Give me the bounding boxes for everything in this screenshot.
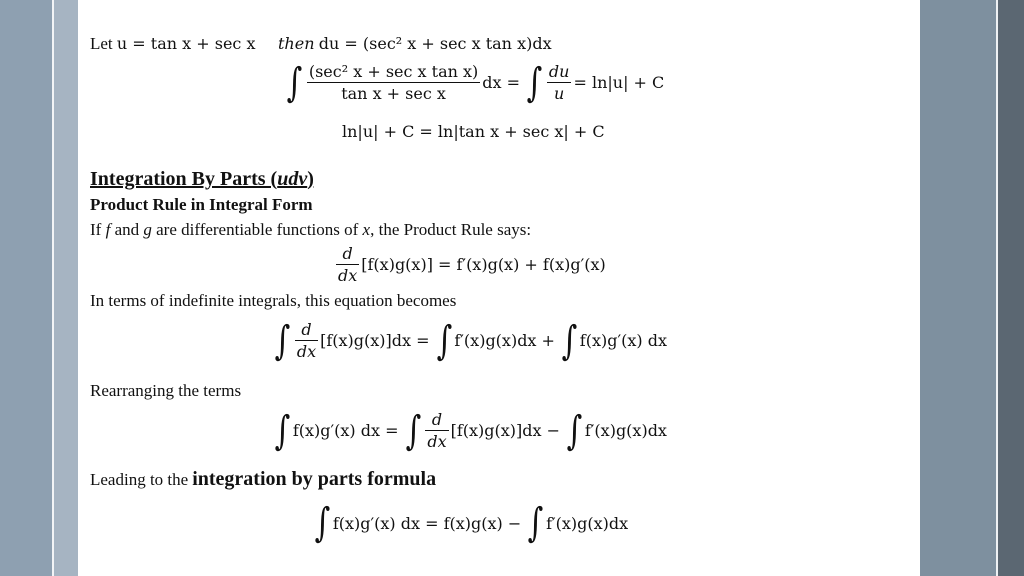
indefinite-text: In terms of indefinite integrals, this equation becomes bbox=[90, 291, 457, 310]
intro-sentence bbox=[90, 220, 531, 240]
rearranged-mid: [f(x)g(x)]dx − bbox=[450, 421, 561, 440]
integral-one bbox=[284, 59, 665, 106]
integral-sign: ∫ bbox=[526, 59, 543, 106]
integral-sign: ∫ bbox=[274, 407, 291, 454]
heading-var: udv bbox=[277, 168, 308, 190]
integral-sign: ∫ bbox=[561, 317, 578, 364]
formula-rhs: f′(x)g(x)dx bbox=[546, 513, 629, 533]
fraction-numerator: (sec² x + sec x tan x) bbox=[308, 62, 479, 81]
rearranged-equation bbox=[272, 407, 667, 454]
fraction-numerator: d bbox=[431, 410, 443, 429]
intro-if: If bbox=[90, 220, 102, 239]
slide-page bbox=[78, 0, 920, 576]
fraction-denominator: dx bbox=[427, 432, 447, 451]
heading-text: Integration By Parts ( bbox=[90, 168, 278, 190]
left-border-band bbox=[54, 0, 78, 576]
integral-sign: ∫ bbox=[405, 407, 421, 454]
intro-rest-end: , the Product Rule says: bbox=[370, 220, 532, 239]
rearranging-text: Rearranging the terms bbox=[90, 381, 242, 400]
fraction-denominator: dx bbox=[338, 266, 358, 285]
section-heading bbox=[90, 168, 314, 191]
leading-bold: integration by parts formula bbox=[192, 468, 437, 490]
intro-x: x bbox=[362, 220, 371, 239]
fraction-denominator: dx bbox=[296, 342, 317, 361]
integral-sign: ∫ bbox=[286, 59, 303, 106]
product-rule bbox=[334, 244, 606, 285]
du-over-u-fraction bbox=[547, 62, 572, 103]
intro-f: f bbox=[105, 220, 111, 239]
integral-sign: ∫ bbox=[436, 317, 452, 364]
let-expression: u = tan x + sec x bbox=[116, 34, 256, 53]
integral-eq-lhs: [f(x)g(x)]dx = bbox=[320, 331, 430, 350]
derivative-fraction bbox=[336, 244, 359, 285]
integral-sign: ∫ bbox=[527, 500, 544, 546]
then-expression: du = (sec² x + sec x tan x)dx bbox=[318, 34, 552, 53]
result-line: ln|u| + C = ln|tan x + sec x| + C bbox=[342, 122, 605, 141]
section-subheading: Product Rule in Integral Form bbox=[90, 195, 313, 214]
fraction-numerator: d bbox=[342, 244, 353, 263]
substitution-line bbox=[90, 34, 552, 54]
fraction-numerator: du bbox=[548, 62, 570, 81]
heading-close: ) bbox=[307, 168, 314, 190]
intro-and: and bbox=[114, 220, 140, 239]
right-border-dark bbox=[998, 0, 1024, 576]
integral-sign: ∫ bbox=[566, 407, 583, 454]
formula-lhs: f(x)g′(x) dx = f(x)g(x) − bbox=[332, 513, 522, 533]
intro-rest: are differentiable functions of bbox=[156, 220, 359, 239]
integral-equation bbox=[272, 317, 667, 364]
integral-sign: ∫ bbox=[314, 500, 331, 546]
fraction-denominator: u bbox=[547, 82, 572, 103]
leading-plain: Leading to the bbox=[90, 470, 189, 489]
rearranged-rhs: f′(x)g(x)dx bbox=[584, 421, 667, 440]
intro-g: g bbox=[143, 220, 152, 239]
integral-one-dx: dx = bbox=[482, 73, 521, 92]
integral-one-result: = ln|u| + C bbox=[573, 73, 665, 92]
derivative-fraction bbox=[295, 320, 318, 361]
then-word: then bbox=[278, 34, 315, 53]
derivative-fraction bbox=[425, 410, 448, 451]
integral-sign: ∫ bbox=[274, 317, 291, 364]
let-word: Let bbox=[90, 34, 113, 53]
left-border-panel bbox=[0, 0, 52, 576]
integral-eq-mid: f′(x)g(x)dx + bbox=[454, 331, 555, 350]
integral-one-fraction bbox=[307, 62, 480, 103]
rearranged-lhs: f(x)g′(x) dx = bbox=[292, 421, 399, 440]
leading-line bbox=[90, 468, 436, 491]
fraction-denominator: tan x + sec x bbox=[307, 82, 480, 103]
fraction-numerator: d bbox=[301, 320, 312, 339]
integral-eq-rhs: f(x)g′(x) dx bbox=[579, 331, 667, 350]
product-rule-expression: [f(x)g(x)] = f′(x)g(x) + f(x)g′(x) bbox=[361, 255, 606, 274]
right-border-panel bbox=[920, 0, 998, 576]
integration-by-parts-formula bbox=[312, 500, 629, 546]
